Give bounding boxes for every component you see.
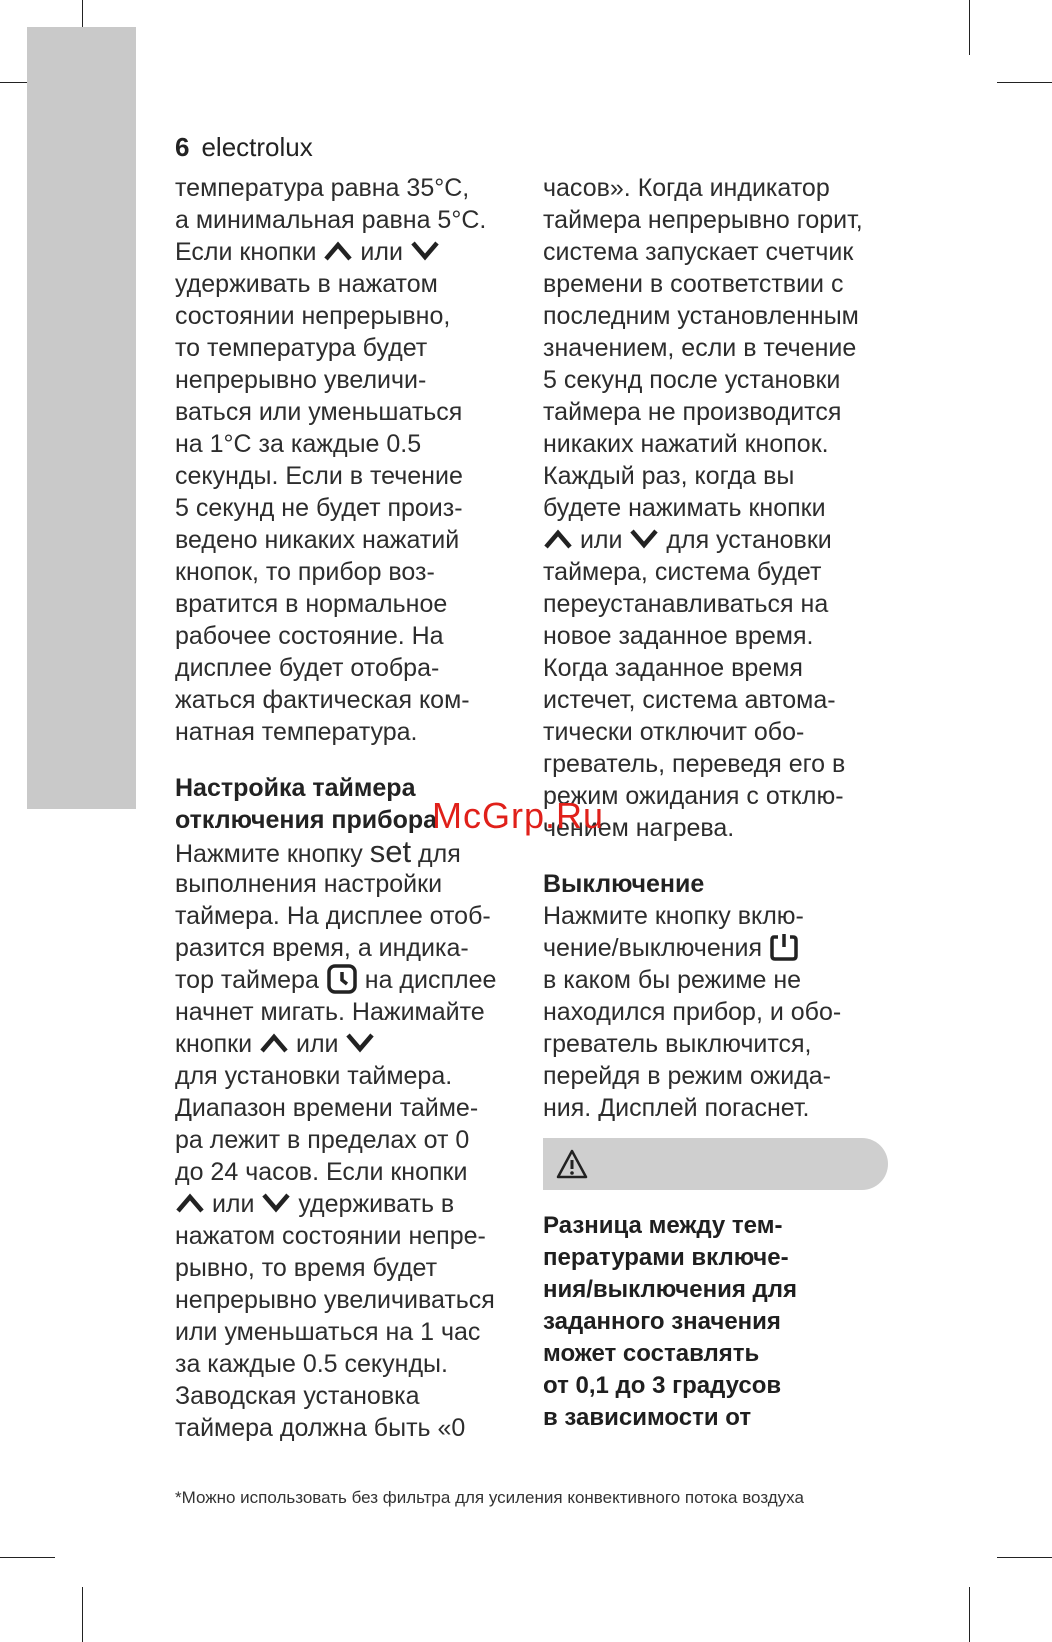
text-line: вратится в нормальное bbox=[175, 590, 448, 618]
text-line: или удерживать в bbox=[175, 1188, 520, 1220]
text-line: Нажмите кнопку вклю- bbox=[543, 902, 804, 930]
text-line: ния. Дисплей погаснет. bbox=[543, 1094, 810, 1122]
text-line: ведено никаких нажатий bbox=[175, 526, 460, 554]
text-line: кнопок, то прибор воз- bbox=[175, 558, 435, 586]
text-line: или для установки bbox=[543, 524, 888, 556]
text-line: разится время, а индика- bbox=[175, 934, 469, 962]
text-line: времени в соответствии с bbox=[543, 270, 844, 298]
text-line: или уменьшаться на 1 час bbox=[175, 1318, 481, 1346]
text-line: рывно, то время будет bbox=[175, 1254, 438, 1282]
warning-icon bbox=[555, 1148, 589, 1180]
text-line: ваться или уменьшаться bbox=[175, 398, 463, 426]
text-line: от 0,1 до 3 градусов bbox=[543, 1372, 782, 1399]
text-line: за каждые 0.5 секунды. bbox=[175, 1350, 448, 1378]
crop-mark bbox=[0, 1557, 55, 1558]
page-number: 6 bbox=[175, 132, 190, 162]
text-line: чением нагрева. bbox=[543, 814, 735, 842]
text-line: 5 секунд не будет произ- bbox=[175, 494, 463, 522]
text-line: греватель выключится, bbox=[543, 1030, 812, 1058]
text-line: непрерывно увеличи- bbox=[175, 366, 427, 394]
text-line: таймера, система будет bbox=[543, 558, 822, 586]
arrow-up-icon bbox=[259, 1032, 289, 1054]
watermark: McGrp.Ru bbox=[432, 795, 605, 836]
text-line: новое заданное время. bbox=[543, 622, 814, 650]
text-line: температура равна 35°С, bbox=[175, 174, 470, 202]
text-line: Диапазон времени тайме- bbox=[175, 1094, 479, 1122]
text-line: на 1°С за каждые 0.5 bbox=[175, 430, 422, 458]
text-line: до 24 часов. Если кнопки bbox=[175, 1158, 468, 1186]
text-line: ния/выключения для bbox=[543, 1276, 797, 1303]
text-line: может составлять bbox=[543, 1340, 760, 1367]
text-line: натная температура. bbox=[175, 718, 418, 746]
text-line: последним установленным bbox=[543, 302, 859, 330]
crop-mark bbox=[997, 1557, 1052, 1558]
text-line: а минимальная равна 5°С. bbox=[175, 206, 487, 234]
arrow-down-icon bbox=[629, 528, 659, 550]
text-line: система запускает счетчик bbox=[543, 238, 854, 266]
sidebar-tab bbox=[27, 27, 136, 809]
text-line: выполнения настройки bbox=[175, 870, 443, 898]
crop-mark bbox=[969, 1587, 970, 1642]
text-line: непрерывно увеличиваться bbox=[175, 1286, 495, 1314]
text-line: в зависимости от bbox=[543, 1404, 752, 1431]
warning-text bbox=[543, 1210, 888, 1434]
arrow-down-icon bbox=[410, 240, 440, 262]
crop-mark bbox=[969, 0, 970, 55]
crop-mark bbox=[82, 1587, 83, 1642]
text-line: рабочее состояние. На bbox=[175, 622, 444, 650]
arrow-up-icon bbox=[323, 240, 353, 262]
text-line: чение/выключения bbox=[543, 932, 888, 964]
text-line: Нажмите кнопку set для bbox=[175, 834, 461, 869]
text-line: греватель, переведя его в bbox=[543, 750, 846, 778]
text-line: жаться фактическая ком- bbox=[175, 686, 470, 714]
arrow-down-icon bbox=[345, 1032, 375, 1054]
brand-name: electrolux bbox=[201, 132, 313, 162]
text-line: состоянии непрерывно, bbox=[175, 302, 451, 330]
para-lines bbox=[543, 964, 888, 1124]
text-line: таймера. На дисплее отоб- bbox=[175, 902, 491, 930]
text-line: Когда заданное время bbox=[543, 654, 803, 682]
para-lines bbox=[175, 268, 520, 748]
text-line: перейдя в режим ожида- bbox=[543, 1062, 831, 1090]
crop-mark bbox=[997, 82, 1052, 83]
page-header bbox=[175, 128, 313, 166]
text-line: начнет мигать. Нажимайте bbox=[175, 998, 485, 1026]
clock-icon bbox=[326, 964, 358, 994]
text-line: пературами включе- bbox=[543, 1244, 789, 1271]
text-line: 5 секунд после установки bbox=[543, 366, 841, 394]
text-line: Каждый раз, когда вы bbox=[543, 462, 795, 490]
footnote: *Можно использовать без фильтра для усиления конвективного потока воздуха bbox=[175, 1488, 804, 1507]
warning-bar bbox=[543, 1138, 888, 1190]
text-line: Заводская установка bbox=[175, 1382, 420, 1410]
text-line: кнопки или bbox=[175, 1028, 520, 1060]
text-line: истечет, система автома- bbox=[543, 686, 836, 714]
power-icon bbox=[769, 932, 799, 962]
text-line: будете нажимать кнопки bbox=[543, 494, 826, 522]
para-lines bbox=[175, 1220, 520, 1444]
text-line: секунды. Если в течение bbox=[175, 462, 463, 490]
text-line: тически отключит обо- bbox=[543, 718, 805, 746]
text-line: для установки таймера. bbox=[175, 1062, 453, 1090]
text-line: нажатом состоянии непре- bbox=[175, 1222, 486, 1250]
text-line: часов». Когда индикатор bbox=[543, 174, 830, 202]
text-line: режим ожидания с отклю- bbox=[543, 782, 844, 810]
para-lines bbox=[543, 172, 888, 524]
para-lines bbox=[175, 996, 520, 1028]
text-line: тор таймера на дисплее bbox=[175, 966, 497, 994]
para-lines bbox=[175, 172, 520, 236]
text-line: ра лежит в пределах от 0 bbox=[175, 1126, 470, 1154]
text-line: отключения прибора bbox=[175, 806, 438, 834]
text-line: таймера должна быть «0 bbox=[175, 1414, 466, 1442]
text-line: Настройка таймера bbox=[175, 774, 416, 802]
text-line: то температура будет bbox=[175, 334, 428, 362]
text-line: в каком бы режиме не bbox=[543, 966, 802, 994]
para-lines bbox=[543, 900, 888, 932]
para-lines bbox=[175, 1060, 520, 1188]
arrow-up-icon bbox=[543, 528, 573, 550]
arrow-down-icon bbox=[261, 1192, 291, 1214]
text-line: заданного значения bbox=[543, 1308, 781, 1335]
text-line: Разница между тем- bbox=[543, 1212, 783, 1239]
text-line: таймера не производится bbox=[543, 398, 842, 426]
text-line: удерживать в нажатом bbox=[175, 270, 438, 298]
text-line: никаких нажатий кнопок. bbox=[543, 430, 829, 458]
arrow-up-icon bbox=[175, 1192, 205, 1214]
text-line: переустанавливаться на bbox=[543, 590, 829, 618]
text-line: таймера непрерывно горит, bbox=[543, 206, 863, 234]
off-heading: Выключение bbox=[543, 870, 705, 898]
text-line: дисплее будет отобра- bbox=[175, 654, 440, 682]
para-lines bbox=[175, 868, 520, 964]
text-line: Если кнопки или bbox=[175, 236, 520, 268]
set-key-label: set bbox=[369, 834, 412, 869]
text-line: находился прибор, и обо- bbox=[543, 998, 842, 1026]
text-line: значением, если в течение bbox=[543, 334, 857, 362]
